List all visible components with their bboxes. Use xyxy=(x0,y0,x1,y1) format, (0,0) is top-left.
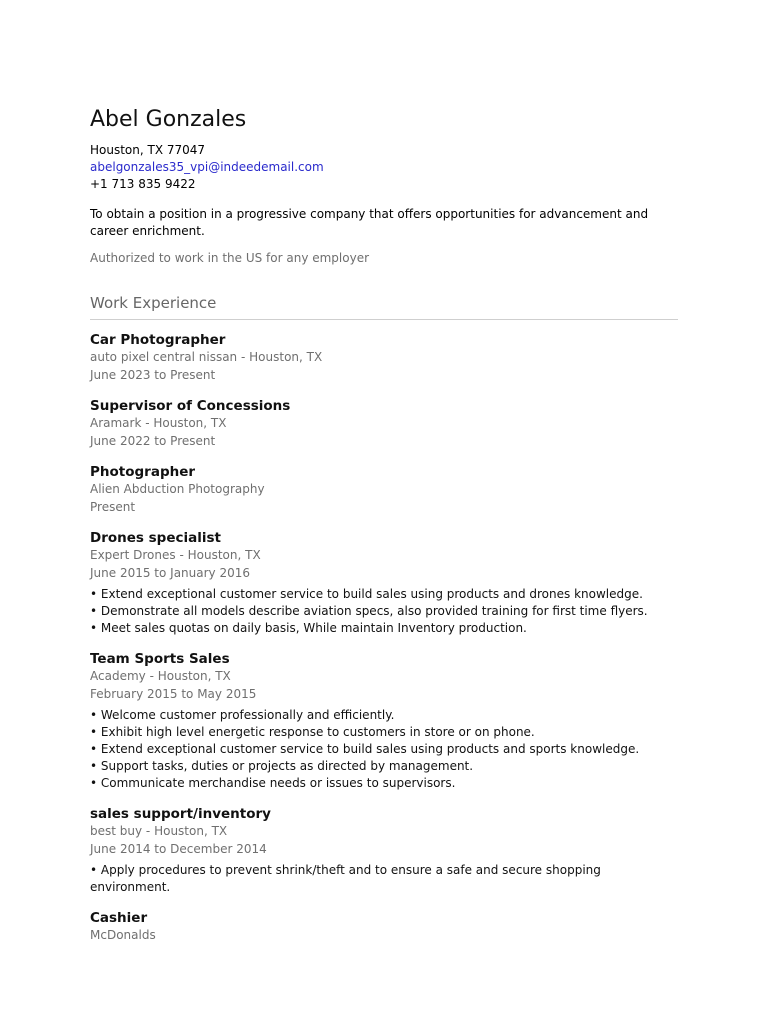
job-dates: June 2023 to Present xyxy=(90,367,216,382)
job-title: Photographer xyxy=(90,464,196,480)
job-company: Aramark xyxy=(90,416,142,430)
job-company-line xyxy=(90,823,678,841)
job-bullet: • Demonstrate all models describe aviation specs, also provided training for first time flyers. xyxy=(90,604,648,618)
job-entry xyxy=(90,651,678,792)
resume-page xyxy=(90,106,678,945)
job-entry xyxy=(90,398,678,450)
job-location: Houston, TX xyxy=(153,416,227,430)
job-title: Drones specialist xyxy=(90,530,221,546)
job-company: best buy xyxy=(90,824,143,838)
location: Houston, TX 77047 xyxy=(90,143,206,157)
job-dates: June 2014 to December 2014 xyxy=(90,841,267,856)
email-link[interactable]: abelgonzales35_vpi@indeedemail.com xyxy=(90,160,324,174)
job-company-line xyxy=(90,927,678,945)
job-bullets xyxy=(90,862,678,896)
job-bullet: • Apply procedures to prevent shrink/theft and to ensure a safe and secure shopping environment. xyxy=(90,863,601,894)
job-location: Houston, TX xyxy=(154,824,228,838)
job-company: Academy xyxy=(90,669,146,683)
job-dates: June 2015 to January 2016 xyxy=(90,565,251,580)
job-bullet: • Welcome customer professionally and efficiently. xyxy=(90,708,395,722)
job-dates: Present xyxy=(90,499,136,514)
job-separator: - xyxy=(142,824,155,838)
job-list xyxy=(90,332,678,945)
job-title: Supervisor of Concessions xyxy=(90,398,291,414)
email-line xyxy=(90,159,678,176)
job-dates: June 2022 to Present xyxy=(90,433,216,448)
job-company: Expert Drones xyxy=(90,548,176,562)
job-location: Houston, TX xyxy=(249,350,323,364)
job-title: sales support/inventory xyxy=(90,806,271,822)
work-authorization: Authorized to work in the US for any employer xyxy=(90,251,370,265)
job-company: McDonalds xyxy=(90,928,156,942)
job-company: auto pixel central nissan xyxy=(90,350,238,364)
job-company-line xyxy=(90,415,678,433)
job-separator: - xyxy=(175,548,188,562)
job-bullet: • Support tasks, duties or projects as directed by management. xyxy=(90,759,474,773)
job-company-line xyxy=(90,547,678,565)
job-entry xyxy=(90,806,678,896)
job-location: Houston, TX xyxy=(157,669,231,683)
job-location: Houston, TX xyxy=(187,548,261,562)
job-separator: - xyxy=(141,416,154,430)
job-separator: - xyxy=(237,350,250,364)
job-bullets xyxy=(90,707,678,792)
job-title: Cashier xyxy=(90,910,148,926)
job-bullet: • Extend exceptional customer service to build sales using products and sports knowledge. xyxy=(90,742,640,756)
candidate-name: Abel Gonzales xyxy=(90,107,247,132)
job-bullets xyxy=(90,586,678,637)
job-separator: - xyxy=(145,669,158,683)
work-experience-heading: Work Experience xyxy=(90,293,678,320)
job-entry xyxy=(90,464,678,516)
job-bullet: • Exhibit high level energetic response to customers in store or on phone. xyxy=(90,725,535,739)
job-company-line xyxy=(90,349,678,367)
objective: To obtain a position in a progressive company that offers opportunities for advancement and career enrichment. xyxy=(90,207,649,238)
job-entry xyxy=(90,530,678,637)
job-title: Car Photographer xyxy=(90,332,226,348)
phone: +1 713 835 9422 xyxy=(90,177,196,191)
job-dates: February 2015 to May 2015 xyxy=(90,686,257,701)
job-bullet: • Extend exceptional customer service to build sales using products and drones knowledge. xyxy=(90,587,643,601)
job-title: Team Sports Sales xyxy=(90,651,230,667)
job-bullet: • Meet sales quotas on daily basis, While maintain Inventory production. xyxy=(90,621,527,635)
job-company-line xyxy=(90,481,678,499)
job-entry xyxy=(90,910,678,945)
job-bullet: • Communicate merchandise needs or issues to supervisors. xyxy=(90,776,456,790)
job-entry xyxy=(90,332,678,384)
job-company-line xyxy=(90,668,678,686)
job-company: Alien Abduction Photography xyxy=(90,482,265,496)
